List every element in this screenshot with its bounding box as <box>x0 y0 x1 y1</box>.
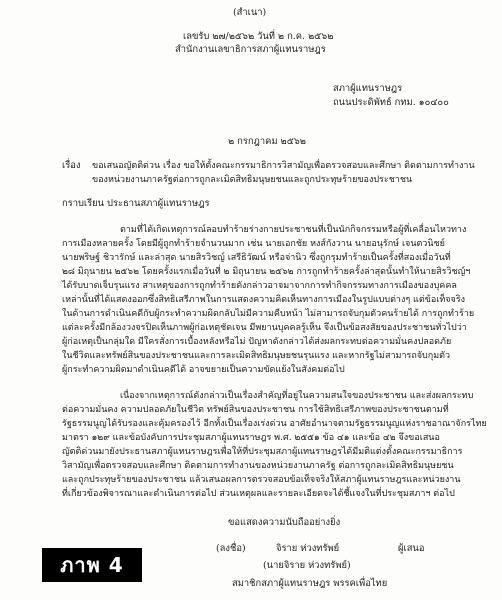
copy-classification: (สำเนา) <box>233 7 267 18</box>
subject-label: เรื่อง <box>62 160 81 171</box>
signer-position: สมาชิกสภาผู้แทนราษฎร พรรคเพื่อไทย <box>232 578 388 589</box>
receiving-office: สำนักงานเลขาธิการสภาผู้แทนราษฎร <box>175 44 326 55</box>
signer-role: ผู้เสนอ <box>398 543 425 554</box>
paragraph-line: ได้รับบาดเจ็บรุนแรง สาเหตุของการถูกทำร้ายดังกล่าวอาจมาจากการทำกิจกรรมทางการเมืองของบุคคล <box>62 281 457 291</box>
paragraph-line: ที่เกี่ยวข้องพิจารณาและดำเนินการต่อไป ส่วนเหตุผลและรายละเอียดจะได้ชี้แจงในที่ประชุมสภาฯ ต่อไป <box>62 489 455 499</box>
signer-printed-name: (นายจิราย ห่วงทรัพย์) <box>263 560 351 571</box>
paragraph-line: การเมืองหลายครั้ง โดยมีผู้ถูกทำร้ายจำนวนมาก เช่น นายเอกชัย หงส์กังวาน นายอนุรักษ์ เจนตวนิชย์ <box>62 239 445 249</box>
document-date: ๒ กรกฎาคม ๒๕๖๒ <box>228 136 306 147</box>
subject-line-1: ขอเสนอญัตติด่วน เรื่อง ขอให้ตั้งคณะกรรมาธิการวิสามัญเพื่อตรวจสอบและศึกษา ติดตามการทำงาน <box>92 161 475 171</box>
signer-name: จิราย ห่วงทรัพย์ <box>276 543 340 554</box>
paragraph-line: เหล่านั้นที่ได้แสดงออกซึ่งสิทธิเสรีภาพในการแสดงความคิดเห็นทางการเมืองในรูปแบบต่างๆ แต่ข้อเท็จจริง <box>62 295 466 305</box>
paragraph-line: และถูกประทุษร้ายของประชาชน แล้วเสนอผลการตรวจสอบข้อเท็จจริงให้สภาผู้แทนราษฎรและหน่วยงาน <box>62 475 461 485</box>
paragraph-line: เนื่องจากเหตุการณ์ดังกล่าวเป็นเรื่องสำคัญที่อยู่ในความสนใจของประชาชน และส่งผลกระทบ <box>120 391 474 401</box>
paragraph-line: ในชีวิตและทรัพย์สินของประชาชนและการละเมิดสิทธิมนุษยชนรุนแรง และหากรัฐไม่สามารถจับกุมตัว <box>62 351 451 361</box>
salutation: กราบเรียน ประธานสภาผู้แทนราษฎร <box>62 198 210 209</box>
sender-address-line1: สภาผู้แทนราษฎร <box>333 83 403 94</box>
receipt-number: เลขรับ ๒๗/๒๕๖๒ วันที่ ๒ ก.ค. ๒๕๖๒ <box>183 31 334 42</box>
paragraph-line: มาตรา ๑๒๙ และข้อบังคับการประชุมสภาผู้แทนราษฎร พ.ศ. ๒๕๕๑ ข้อ ๔๑ และข้อ ๔๒ จึงขอเสนอ <box>62 433 440 443</box>
paragraph-line: แต่ละครั้งมีกล้องวงจรปิดเห็นภาพผู้ก่อเหตุชัดเจน มีพยานบุคคลรู้เห็น จึงเป็นข้อสงสัยของประชาชนทั่วไปว่า <box>62 323 467 333</box>
paragraph-line: รัฐธรรมนูญได้รับรองและคุ้มครองไว้ อีกทั้งเป็นเรื่องเร่งด่วน อาศัยอำนาจตามรัฐธรรมนูญแห่งราชอาณาจักรไทย <box>62 419 487 429</box>
closing-phrase: ขอแสดงความนับถืออย่างยิ่ง <box>228 517 341 528</box>
paragraph-line: ต่อความมั่นคง ความปลอดภัยในชีวิต ทรัพย์สินของประชาชน การใช้สิทธิเสรีภาพของประชาชนตามที่ <box>62 405 449 415</box>
paragraph-line: ในด้านการดำเนินคดีกับผู้กระทำความผิดกลับไม่มีความคืบหน้า ไม่สามารถจับกุมตัวคนร้ายได้ การถูกทำร้าย <box>62 309 475 319</box>
subject-line-2: ของหน่วยงานภาครัฐต่อการถูกละเมิดสิทธิมนุษยชนและถูกประทุษร้ายของประชาชน <box>92 175 413 185</box>
figure-label-badge: ภาพ 4 <box>42 548 142 582</box>
paragraph-line: ผู้กระทำความผิดมาดำเนินคดีได้ อาจขยายเป็นความขัดแย้งในสังคมต่อไป <box>62 365 345 375</box>
paragraph-line: นายพริษฐ์ ชิวารักษ์ และล่าสุด นายสิรวิชญ์ เสรีธิวัฒน์ หรือจ่านิว ซึ่งถูกรุมทำร้ายเป็นครั้งที่สองเมื่อวันที่ <box>62 253 451 263</box>
paragraph-line: ตามที่ได้เกิดเหตุการณ์ลอบทำร้ายร่างกายประชาชนที่เป็นนักกิจกรรมหรือผู้ที่เคลื่อนไหวทาง <box>120 225 467 235</box>
paragraph-line: วิสามัญเพื่อตรวจสอบและศึกษา ติดตามการทำงานของหน่วยงานภาครัฐ ต่อการถูกละเมิดสิทธิมนุษยชน <box>62 461 454 471</box>
paragraph-line: ญัตติด่วนมายังประธานสภาผู้แทนราษฎรเพื่อให้ที่ประชุมสภาผู้แทนราษฎรได้มีมติแต่งตั้งคณะกรรมาธิการ <box>62 447 463 457</box>
paragraph-line: ผู้ก่อเหตุเป็นกลุ่มใด มีใครสั่งการเบื้องหลังหรือไม่ ปัญหาดังกล่าวได้ส่งผลกระทบต่อความมั่นคงปลอดภัย <box>62 337 452 347</box>
sender-address-line2: ถนนประดิพัทธ์ กทม. ๑๐๔๐๐ <box>333 97 449 108</box>
signature-label: (ลงชื่อ) <box>216 543 246 554</box>
paragraph-line: ๒๘ มิถุนายน ๒๕๖๒ โดยครั้งแรกเมื่อวันที่ ๒ มิถุนายน ๒๕๖๒ การถูกทำร้ายครั้งล่าสุดนั้นทำให้นายสิรวิชญ์ฯ <box>62 267 471 277</box>
